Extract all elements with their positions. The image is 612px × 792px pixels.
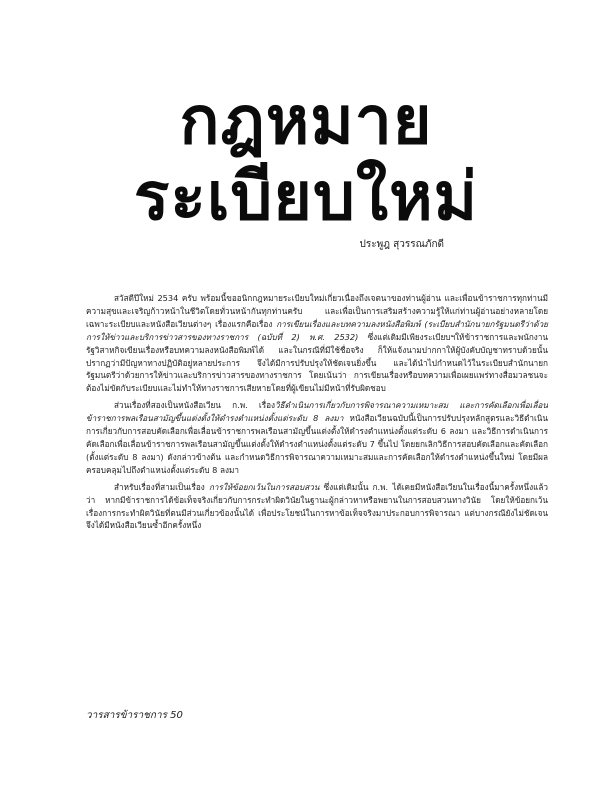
page-footer: วารสารข้าราชการ 50 bbox=[86, 710, 183, 721]
headline-line-2: ระเบียบใหม่ bbox=[133, 158, 479, 235]
paragraph-1-text-a: สวัสดีปีใหม่ 2534 ครับ พร้อมนี้ขออนิกกฎหมายระเบียบใหม่เกี่ยวเนื่องถึงเจตนาของท่านผู้อ่าน และเพื่อนข้าราชการทุกท่านมีความสุขและเจริญก้าวหน้าในชีวิตโดยทั่วนหน้ากันทุกท่านครับ และเพื่อเป็นการเสริมสร้างความรู้ให้แก่ท่านผู้อ่านอย่างหลายโดยเฉพาะระเบียบและหนังสือเวียนต่างๆ เรื่องแรกคือเรื่อง bbox=[86, 293, 548, 329]
paragraph-3-text-b: ซึ่งแต่เดิมนั้น ก.พ. ได้เคยมีหนังสือเวียนในเรื่องนี้มาครั้งหนึ่งแล้วว่า หากมีข้าราชการได้ข้อเท็จจริงเกี่ยวกับการกระทำผิดวินัยในฐานะผู้กล่าวหาหรือพยานในการสอบสวนทางวินัย โดยให้ข้อยกเว้นเรื่องการกระทำผิดวินัยที่ตนมีส่วนเกี่ยวข้องนั้นได้ เพื่อประโยชน์ในการหาข้อเท็จจริงมาประกอบการพิจารณา แต่บางกรณียังไม่ชัดเจนจึงได้มีหนังสือเวียนซ้ำอีกครั้งหนึ่ง bbox=[86, 481, 548, 531]
paragraph-3-italic: การให้ข้อยกเว้นในการสอบสวน bbox=[208, 481, 320, 492]
paragraph-3-text-a: สำหรับเรื่องที่สามเป็นเรื่อง bbox=[114, 481, 209, 492]
paragraph-2-text-b: หนังสือเวียนฉบับนี้เป็นการปรับปรุงหลักสูตรและวิธีดำเนินการเกี่ยวกับการสอบคัดเลือกเพื่อเลื่อนข้าราชการพลเรือนสามัญขึ้นแต่งตั้งให้ดำรงตำแหน่งตั้งแต่ระดับ 6 ลงมา และวิธีการดำเนินการคัดเลือกเพื่อเลื่อนข้าราชการพลเรือนสามัญขึ้นแต่งตั้งให้ดำรงตำแหน่งตั้งแต่ระดับ 7 ขึ้นไป โดยยกเลิกวิธีการสอบคัดเลือกและคัดเลือก (ตั้งแต่ระดับ 8 ลงมา) ดังกล่าวข้างต้น และกำหนดวิธีการพิจารณาความเหมาะสมและการคัดเลือกให้ดำรงตำแหน่งขึ้นใหม่ โดยมีผลครอบคลุมไปถึงตำแหน่งตั้งแต่ระดับ 8 ลงมา bbox=[86, 413, 548, 475]
paragraph-1 bbox=[86, 292, 548, 395]
paragraph-2-italic: วิธีดำเนินการเกี่ยวกับการพิจารณาความเหมาะสม และการคัดเลือกเพื่อเลื่อนข้าราชการพลเรือนสามัญขึ้นแต่งตั้งให้ดำรงตำแหน่งตั้งแต่ระดับ 8 ลงมา bbox=[86, 400, 548, 424]
paragraph-2-text-a: ส่วนเรื่องที่สองเป็นหนังสือเวียน ก.พ. เรื่อง bbox=[114, 400, 276, 411]
paragraph-1-italic: การเขียนเรื่องและบทความลงหนังสือพิมพ์ (ระเบียบสำนักนายกรัฐมนตรีว่าด้วยการให้ข่าวและบริการข่าวสารของทางราชการ (ฉบับที่ 2) พ.ศ. 2532) bbox=[86, 318, 548, 342]
paragraph-2 bbox=[86, 399, 548, 476]
author-byline: ประพูฎ สุวรรณภักดี bbox=[359, 239, 444, 250]
paragraph-3 bbox=[86, 481, 548, 533]
article-body bbox=[86, 292, 548, 536]
headline-line-1: กฎหมาย bbox=[179, 82, 433, 159]
paragraph-1-text-b: ซึ่งแต่เดิมมีเพียงระเบียบฯให้ข้าราชการและพนักงานรัฐวิสาหกิจเขียนเรื่องหรือบทความลงหนังสือพิมพ์ได้ และในกรณีที่มีใช้ชื่อจริง ก็ให้แจ้งนามปากกาให้ผู้บังคับบัญชาทราบด้วยนั้น ปรากฏว่ามีปัญหาทางปฏิบัติอยู่หลายประการ จึงได้มีการปรับปรุงให้ชัดเจนยิ่งขึ้น และได้นำไปกำหนดไว้ในระเบียบสำนักนายกรัฐมนตรีว่าด้วยการให้ข่าวและบริการข่าวสารของทางราชการ โดยเน้นว่า การเขียนเรื่องหรือบทความเพื่อเผยแพร่ทางสื่อมวลชนจะต้องไม่ขัดกับระเบียบและไม่ทำให้ทางราชการเสียหายโดยที่ผู้เขียนไม่มีหน้าที่รับผิดชอบ bbox=[86, 331, 548, 394]
